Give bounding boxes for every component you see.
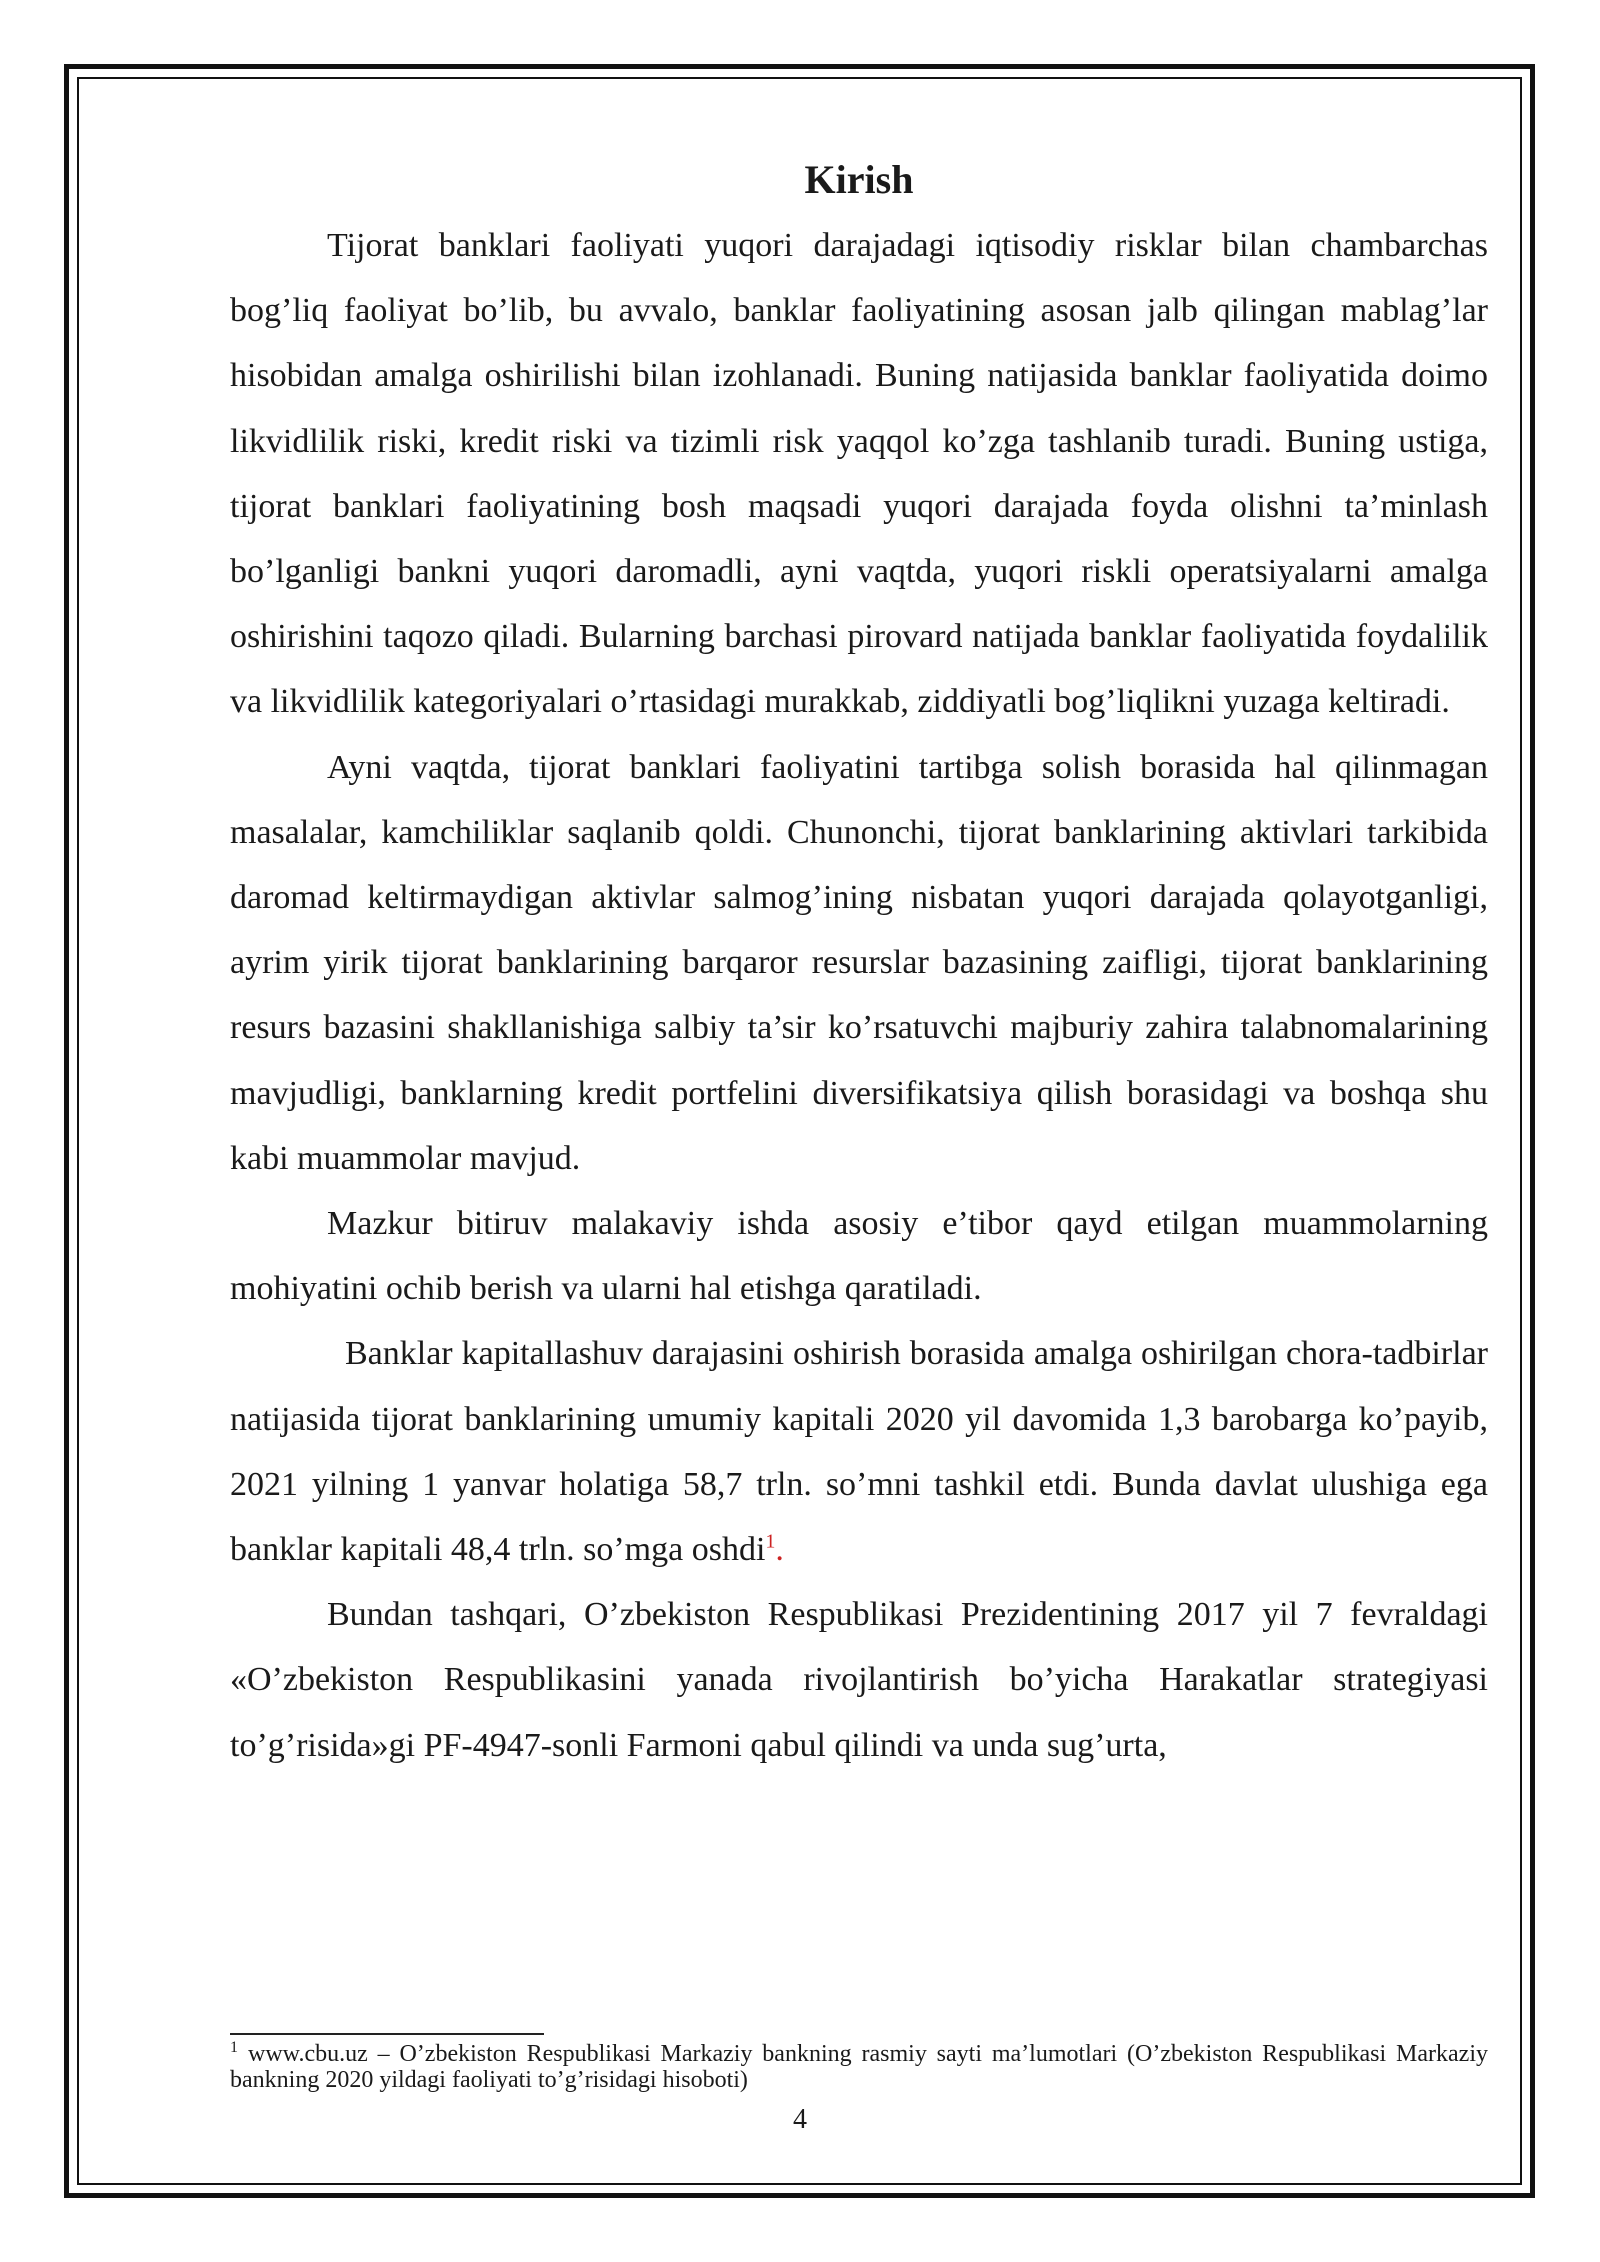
- footnote-reference-punct: .: [775, 1531, 784, 1569]
- footnote-reference[interactable]: 1: [765, 1530, 776, 1553]
- page-title: Kirish: [804, 157, 914, 202]
- paragraph-4: [230, 1321, 1488, 1582]
- paragraph-1: Tijorat banklari faoliyati yuqori darajadagi iqtisodiy risklar bilan chambarchas bog’liq faoliyat bo’lib, bu avvalo, banklar faoliyatining asosan jalb qilingan mablag’lar hisobidan amalga oshirilishi bilan izohlanadi. Buning natijasida banklar faoliyatida doimo likvidlilik riski, kredit riski va tizimli risk yaqqol ko’zga tashlanib turadi. Buning ustiga, tijorat banklari faoliyatining bosh maqsadi yuqori darajada foyda olishni ta’minlash bo’lganligi bankni yuqori daromadli, ayni vaqtda, yuqori riskli operatsiyalarni amalga oshirishini taqozo qiladi. Bularning barchasi pirovard natijada banklar faoliyatida foydalilik va likvidlilik kategoriyalari o’rtasidagi murakkab, ziddiyatli bog’liqlikni yuzaga keltiradi.: [230, 227, 1488, 721]
- footnote-section: [230, 2033, 1488, 2093]
- page-number: 4: [793, 2104, 807, 2135]
- footnote: [230, 2041, 1488, 2093]
- footnote-text: www.cbu.uz – O’zbekiston Respublikasi Markaziy bankning rasmiy sayti ma’lumotlari (O’zbekiston Respublikasi Markaziy bankning 2020 yildagi faoliyati to’g’risidagi hisoboti): [230, 2041, 1488, 2093]
- paragraph-4-text: Banklar kapitallashuv darajasini oshirish borasida amalga oshirilgan chora-tadbirlar natijasida tijorat banklarining umumiy kapitali 2020 yil davomida 1,3 barobarga ko’payib, 2021 yilning 1 yanvar holatiga 58,7 trln. so’mni tashkil etdi. Bunda davlat ulushiga ega banklar kapitali 48,4 trln. so’mga oshdi: [230, 1335, 1488, 1569]
- paragraph-3: Mazkur bitiruv malakaviy ishda asosiy e’tibor qayd etilgan muammolarning mohiyatini ochib berish va ularni hal etishga qaratiladi.: [230, 1205, 1488, 1308]
- footnote-separator: [230, 2033, 544, 2035]
- paragraph-5: Bundan tashqari, O’zbekiston Respublikasi Prezidentining 2017 yil 7 fevraldagi «O’zbekiston Respublikasini yanada rivojlantirish bo’yicha Harakatlar strategiyasi to’g’risida»gi PF-4947-sonli Farmoni qabul qilindi va unda sug’urta,: [230, 1596, 1488, 1764]
- paragraph-2: Ayni vaqtda, tijorat banklari faoliyatini tartibga solish borasida hal qilinmagan masalalar, kamchiliklar saqlanib qoldi. Chunonchi, tijorat banklarining aktivlari tarkibida daromad keltirmaydigan aktivlar salmog’ining nisbatan yuqori darajada qolayotganligi, ayrim yirik tijorat banklarining barqaror resurslar bazasining zaifligi, tijorat banklarining resurs bazasini shakllanishiga salbiy ta’sir ko’rsatuvchi majburiy zahira talabnomalarining mavjudligi, banklarning kredit portfelini diversifikatsiya qilish borasidagi va boshqa shu kabi muammolar mavjud.: [230, 748, 1488, 1177]
- document-body: [230, 150, 1488, 1778]
- footnote-number: 1: [230, 2039, 238, 2056]
